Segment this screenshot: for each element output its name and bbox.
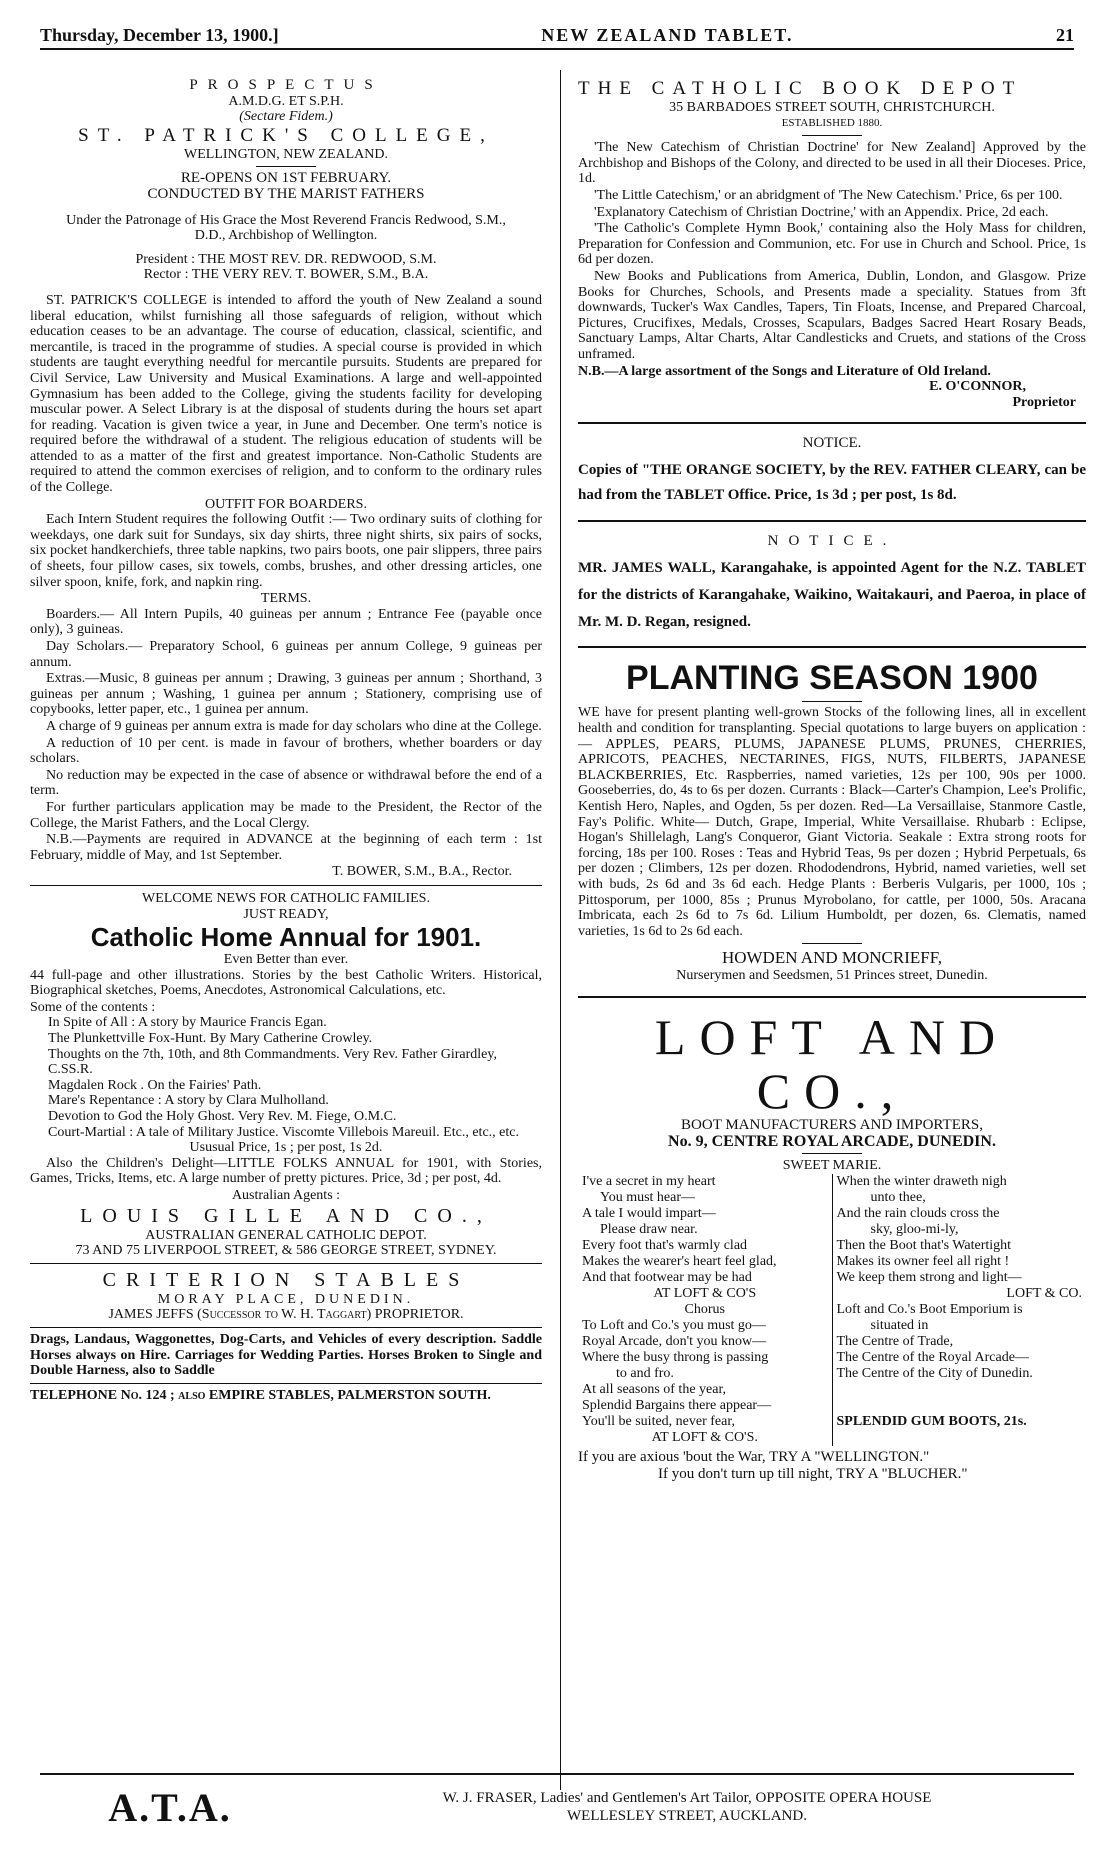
bottom-advert — [40, 1773, 1074, 1839]
prospectus-motto: (Sectare Fidem.) — [239, 109, 333, 125]
divider — [802, 701, 862, 702]
divider — [30, 1383, 542, 1384]
book-depot-ad — [578, 78, 1086, 410]
divider — [30, 885, 542, 886]
patronage: Under the Patronage of His Grace the Most Reverend Francis Redwood, S.M., D.D., Archbishop of Wellington. — [66, 212, 506, 244]
agent-address: 73 AND 75 LIVERPOOL STREET, & 586 GEORGE STREET, SYDNEY. — [75, 1243, 497, 1259]
poem-line: LOFT & CO. — [1006, 1285, 1082, 1301]
criterion-telephone: TELEPHONE No. 124 ; also EMPIRE STABLES, PALMERSTON SOUTH. — [30, 1387, 491, 1403]
fraser-line: W. J. FRASER, Ladies' and Gentlemen's Art Tailor, OPPOSITE OPERA HOUSE — [442, 1790, 932, 1806]
annual-subtitle: Even Better than ever. — [223, 952, 349, 968]
contents-item: Court-Martial : A tale of Military Justice. Viscomte Villebois Mareuil. Etc., etc., etc. — [48, 1124, 519, 1140]
poem-line: To Loft and Co.'s you must go— — [582, 1317, 766, 1333]
poem-line: Then the Boot that's Watertight — [836, 1237, 1012, 1253]
divider — [578, 996, 1086, 998]
book-depot-title: THE CATHOLIC BOOK DEPOT — [578, 78, 1023, 99]
proprietor-role: Proprietor — [1012, 394, 1076, 410]
poem-line: Makes the wearer's heart feel glad, — [582, 1253, 777, 1269]
college-place: WELLINGTON, NEW ZEALAND. — [184, 146, 388, 162]
college-name: ST. PATRICK'S COLLEGE, — [78, 124, 494, 146]
agent-depot: AUSTRALIAN GENERAL CATHOLIC DEPOT. — [145, 1227, 427, 1243]
annual-price: Ususual Price, 1s ; per post, 1s 2d. — [189, 1140, 383, 1156]
notice-agent — [578, 534, 1086, 637]
terms-item: A reduction of 10 per cent. is made in favour of brothers, whether boarders or day scholars. — [30, 735, 542, 767]
planting-ad — [578, 658, 1086, 984]
loft-subtitle: BOOT MANUFACTURERS AND IMPORTERS, — [681, 1116, 983, 1133]
rector: Rector : THE VERY REV. T. BOWER, S.M., B.A. — [143, 267, 429, 283]
contents-item: The Plunkettville Fox-Hunt. By Mary Catherine Crowley. — [48, 1031, 373, 1047]
prospectus-degrees: A.M.D.G. ET S.P.H. — [228, 93, 344, 109]
poem-line: You'll be suited, never fear, — [582, 1413, 735, 1429]
poem-line: unto thee, — [870, 1189, 926, 1205]
criterion-place: MORAY PLACE, DUNEDIN. — [157, 1291, 415, 1307]
poem-line: Where the busy throng is passing — [582, 1349, 769, 1365]
book-depot-address: 35 BARBADOES STREET SOUTH, CHRISTCHURCH. — [669, 100, 995, 115]
poem-line: The Centre of the Royal Arcade— — [836, 1349, 1029, 1365]
poem-line: AT LOFT & CO'S — [653, 1285, 757, 1301]
planting-body: WE have for present planting well-grown Stocks of the following lines, all in excellent health and condition for transplanting. Special quotations to large buyers on application :— APPLES, PEARS, PLUMS, JAPANESE PLUMS, PRUNES, CHERRIES, APRICOTS, PEACHES, NECTARINES, FIGS, NUTS, FILBERTS, JAPANESE BLACKBERRIES, Etc. Raspberries, named varieties, 12s per 100, 90s per 1000. Gooseberries, do, 4s to 6s per dozen. Currants : Black—Carter's Champion, Lee's Prolific, Kentish Hero, Naples, and Ogden, 5s per dozen. Red—La Versaillaise, Stanmore Castle, Fay's Polific. White— Dutch, Grape, Imperial, White Versaillaise. Rhubarb : Eclipse, Hogan's Shillelagh, Lang's Conqueror, Giant Victoria. Seakale : Extra strong roots for forcing, 18s per 100. Roses : Teas and Hybrid Teas, 9s per dozen ; Hybrid Perpetuals, 6s per dozen ; Climbers, 12s per dozen. Rhododendrons, Hybrid, named varieties, well set with buds, 2s 6d and 3s 6d each. Hedge Plants : Berberis Vulgaris, per 1000, 10s ; Pittosporum, per 1000, 85s ; Prunus Myrobolano, for cattle, per 1000, 50s. Aracana Imbricata, each 2s 6d to 7s 6d. Lilium Humboldt, per dozen, 6s. Clematis, named varieties, 1s 6d to 2s 6d each. — [578, 705, 1086, 939]
president: President : THE MOST REV. DR. REDWOOD, S.M. — [135, 251, 437, 267]
poem-line: situated in — [870, 1317, 929, 1333]
poem — [578, 1174, 1086, 1446]
annual-title: Catholic Home Annual for 1901. — [90, 922, 482, 953]
poem-line: And that footwear may be had — [582, 1269, 752, 1285]
right-column — [578, 78, 1086, 1483]
divider — [30, 1327, 542, 1328]
criterion-title: CRITERION STABLES — [102, 1268, 470, 1291]
loft-address: No. 9, CENTRE ROYAL ARCADE, DUNEDIN. — [668, 1132, 996, 1150]
poem-line — [837, 1398, 1083, 1414]
poem-line: A tale I would impart— — [582, 1205, 716, 1221]
contents-item: Magdalen Rock . On the Fairies' Path. — [48, 1077, 262, 1093]
contents-item: Thoughts on the 7th, 10th, and 8th Commandments. Very Rev. Father Girardley, C.SS.R. — [48, 1046, 497, 1078]
terms-item: Day Scholars.— Preparatory School, 6 guineas per annum College, 9 guineas per annum. — [30, 639, 542, 670]
prospectus-heading: PROSPECTUS — [189, 77, 383, 93]
contents-item: Devotion to God the Holy Ghost. Very Rev. M. Fiege, O.M.C. — [48, 1109, 397, 1125]
newspaper-title: NEW ZEALAND TABLET. — [541, 24, 794, 45]
divider — [578, 520, 1086, 522]
book-item: 'The Little Catechism,' or an abridgment of 'The New Catechism.' Price, 6s per 100. — [594, 187, 1063, 203]
poem-line: Every foot that's warmly clad — [582, 1237, 748, 1253]
fraser-line: WELLESLEY STREET, AUCKLAND. — [567, 1808, 807, 1824]
loft-tagline: If you don't turn up till night, TRY A "BLUCHER." — [658, 1465, 968, 1482]
book-depot-nb: N.B.—A large assortment of the Songs and Literature of Old Ireland. — [578, 363, 991, 379]
notice-body: Copies of "THE ORANGE SOCIETY, by the REV. FATHER CLEARY, can be had from the TABLET Office. Price, 1s 3d ; per post, 1s 8d. — [578, 461, 1086, 503]
left-column — [30, 78, 542, 1403]
poem-title: SWEET MARIE. — [782, 1158, 882, 1174]
poem-line: Makes its owner feel all right ! — [836, 1253, 1010, 1269]
just-ready: JUST READY, — [243, 906, 329, 922]
poem-left-column — [578, 1174, 832, 1446]
poem-line: Splendid Bargains there appear— — [582, 1397, 772, 1413]
divider — [802, 135, 862, 136]
contents-item: Mare's Repentance : A story by Clara Mulholland. — [48, 1093, 329, 1109]
notice-heading: NOTICE. — [802, 435, 862, 452]
issue-date: Thursday, December 13, 1900.] — [40, 24, 279, 45]
poem-line: Loft and Co.'s Boot Emporium is — [836, 1301, 1023, 1317]
contents-intro: Some of the contents : — [30, 999, 156, 1015]
childrens-annual: Also the Children's Delight—LITTLE FOLKS ANNUAL for 1901, with Stories, Games, Tricks, Items, etc. A large number of pretty pictures. Price, 3d ; per post, 4d. — [30, 1155, 542, 1187]
notice-body: MR. JAMES WALL, Karangahake, is appointed Agent for the N.Z. TABLET for the districts of Karangahake, Waikino, Waitakauri, and Paeroa, in place of Mr. M. D. Regan, resigned. — [578, 560, 1086, 631]
ata-logo: A.T.A. — [108, 1784, 232, 1830]
outfit-heading: OUTFIT FOR BOARDERS. — [205, 496, 367, 512]
agent-name: LOUIS GILLE AND CO., — [80, 1204, 492, 1227]
book-item: 'Explanatory Catechism of Christian Doctrine,' with an Appendix. Price, 2d each. — [594, 204, 1049, 220]
loft-ad — [578, 1010, 1086, 1483]
reopens-notice: RE-OPENS ON 1ST FEBRUARY. — [180, 170, 392, 187]
terms-item: N.B.—Payments are required in ADVANCE at the beginning of each term : 1st February, middle of May, and 1st September. — [30, 832, 542, 863]
book-depot-proprietor: E. O'CONNOR, — [929, 379, 1026, 395]
terms-item: Boarders.— All Intern Pupils, 40 guineas per annum ; Entrance Fee (payable once only), 3 guineas. — [30, 606, 542, 638]
annual-ad — [30, 891, 542, 1259]
page-number: 21 — [1056, 24, 1074, 45]
poem-line: to and fro. — [616, 1365, 674, 1381]
rector-signature: T. BOWER, S.M., B.A., Rector. — [332, 864, 512, 880]
poem-line: The Centre of the City of Dunedin. — [836, 1365, 1033, 1381]
welcome-news: WELCOME NEWS FOR CATHOLIC FAMILIES. — [142, 890, 430, 906]
book-depot-established: ESTABLISHED 1880. — [781, 116, 883, 129]
book-item: New Books and Publications from America, Dublin, London, and Glasgow. Prize Books for Churches, Schools, and Presents made a speciality. Statues from 3ft downwards, Tucker's Wax Candles, Tapers, Tin Floats, Incense, and Prepared Charcoal, Pictures, Crucifixes, Medals, Crosses, Scapulars, Badges Sacred Heart Rosary Beads, Sanctuary Lamps, Altar Charts, Altar Candlesticks and Cruets, and stations of the Cross unframed. — [578, 268, 1086, 362]
notice-heading: NOTICE. — [767, 532, 897, 549]
terms-item: A charge of 9 guineas per annum extra is made for day scholars who dine at the College. — [46, 718, 542, 734]
book-item: 'The New Catechism of Christian Doctrine' for New Zealand] Approved by the Archbishop and Bishops of the Colony, and directed to be used in all their Dioceses. Price, 1d. — [578, 140, 1086, 187]
planting-firm: HOWDEN AND MONCRIEFF, — [721, 948, 943, 968]
criterion-proprietor: JAMES JEFFS (Successor to W. H. Taggart) PROPRIETOR. — [108, 1307, 464, 1323]
terms-item: For further particulars application may be made to the President, the Rector of the College, the Marist Fathers, and the Local Clergy. — [30, 799, 542, 831]
divider — [30, 1263, 542, 1264]
loft-title: LOFT AND CO., — [654, 1008, 1010, 1119]
column-divider — [560, 70, 561, 1790]
poem-line: When the winter draweth nigh — [836, 1173, 1007, 1189]
poem-line: We keep them strong and light— — [836, 1269, 1022, 1285]
poem-line: You must hear— — [600, 1189, 696, 1205]
prospectus-ad — [30, 78, 542, 880]
poem-line: Chorus — [684, 1301, 725, 1317]
divider — [256, 166, 316, 167]
criterion-body: Drags, Landaus, Waggonettes, Dog-Carts, and Vehicles of every description. Saddle Horses always on Hire. Carriages for Wedding Parties. Horses Broken to Single and Double Harness, also to Saddle — [30, 1331, 542, 1379]
poem-line: And the rain clouds cross the — [836, 1205, 1000, 1221]
poem-line — [837, 1382, 1083, 1398]
terms-item: No reduction may be expected in the case of absence or withdrawal before the end of a term. — [30, 767, 542, 799]
agents-label: Australian Agents : — [231, 1188, 341, 1203]
terms-item: Extras.—Music, 8 guineas per annum ; Drawing, 3 guineas per annum ; Shorthand, 3 guineas per annum ; Washing, 1 guinea per annum ; Stationery, comprising use of copybooks, letter paper, etc., 1 guinea per annum. — [30, 671, 542, 718]
poem-line: At all seasons of the year, — [582, 1381, 727, 1397]
loft-tagline: If you are axious 'bout the War, TRY A "WELLINGTON." — [578, 1448, 930, 1465]
conducted-by: CONDUCTED BY THE MARIST FATHERS — [147, 185, 425, 202]
annual-description: 44 full-page and other illustrations. Stories by the best Catholic Writers. Historical, Biographical sketches, Poems, Anecdotes, Astronomical Calculations, etc. — [30, 967, 542, 999]
poem-line: AT LOFT & CO'S. — [651, 1429, 758, 1445]
poem-line: Royal Arcade, don't you know— — [582, 1333, 767, 1349]
poem-line: Please draw near. — [600, 1221, 698, 1237]
divider — [802, 1153, 862, 1154]
divider — [578, 646, 1086, 648]
poem-right-column — [832, 1174, 1087, 1446]
poem-line: The Centre of Trade, — [836, 1333, 954, 1349]
divider — [802, 943, 862, 944]
planting-title: PLANTING SEASON 1900 — [626, 659, 1038, 698]
fraser-ad — [300, 1789, 1074, 1825]
book-item: 'The Catholic's Complete Hymn Book,' containing also the Holy Mass for children, Preparation for Confession and Communion, etc. For use in Church and School. Price, 1s 6d per dozen. — [578, 221, 1086, 268]
poem-line: sky, gloo-mi-ly, — [870, 1221, 959, 1237]
poem-line: SPLENDID GUM BOOTS, 21s. — [836, 1413, 1027, 1429]
outfit-body: Each Intern Student requires the following Outfit :— Two ordinary suits of clothing for weekdays, one dark suit for Sundays, six day shirts, three night shirts, six pairs of socks, six pocket handkerchiefs, three table napkins, two pairs boots, one pair slippers, three pairs of sheets, four pillow cases, six towels, combs, brushes, and other dressing articles, one silver spoon, knife, fork, and napkin ring. — [30, 512, 542, 590]
divider — [578, 422, 1086, 424]
criterion-ad — [30, 1268, 542, 1404]
poem-line: I've a secret in my heart — [582, 1173, 716, 1189]
terms-heading: TERMS. — [260, 591, 312, 607]
page-header — [40, 22, 1074, 50]
contents-item: In Spite of All : A story by Maurice Francis Egan. — [48, 1015, 327, 1031]
notice-orange-society — [578, 436, 1086, 508]
planting-firm-desc: Nurserymen and Seedsmen, 51 Princes street, Dunedin. — [676, 968, 988, 984]
prospectus-body: ST. PATRICK'S COLLEGE is intended to afford the youth of New Zealand a sound liberal education, whilst furnishing all those safeguards of religion, without which education ceases to be an advantage. The course of education, classical, scientific, and mercantile, is traced in the programme of studies. A special course is provided in which students are taught everything needful for mercantile pursuits. Students are prepared for Civil Service, Law University and Musical Examinations. A large and well-appointed Gymnasium has been added to the College, giving the students facility for developing muscular power. A Select Library is at the disposal of students during the hours set apart for reading. Vacation is given twice a year, in June and December. One term's notice is required before the withdrawal of a student. The religious education of students will be attended to as a matter of the first and greatest importance. Non-Catholic Students are required to attend the common exercises of religion, and to conform to the ordinary rules of the College. — [30, 292, 542, 496]
